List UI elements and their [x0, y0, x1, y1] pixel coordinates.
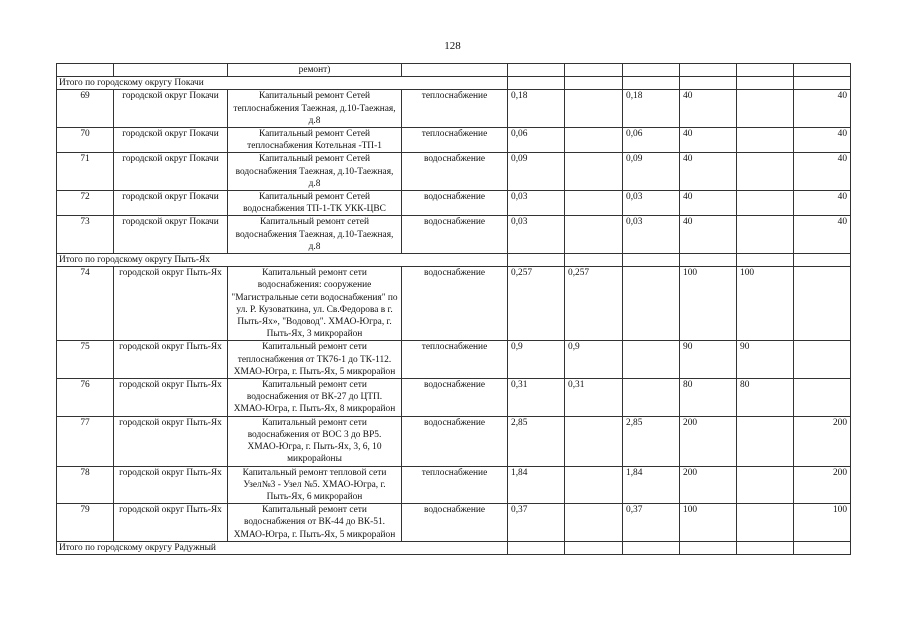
value-cell	[565, 191, 623, 216]
value-cell: 2,85	[508, 416, 565, 466]
value-cell: 0,06	[623, 128, 680, 153]
description-cell: Капитальный ремонт сети водоснабжения от ВК-44 до ВК-51. ХМАО-Югра, г. Пыть-Ях, 5 микрорайон	[228, 504, 402, 542]
value-cell: 0,03	[508, 191, 565, 216]
value-cell: 0,09	[623, 153, 680, 191]
subtotal-row	[57, 254, 851, 267]
value-cell: 200	[794, 466, 851, 504]
municipality-cell: городской округ Покачи	[114, 216, 228, 254]
subtotal-value-cell	[508, 541, 565, 554]
row-number: 76	[57, 379, 114, 417]
description-cell: Капитальный ремонт Сетей теплоснабжения Таежная, д.10-Таежная, д.8	[228, 90, 402, 128]
subtotal-label: Итого по городскому округу Радужный	[57, 541, 508, 554]
value-cell	[737, 128, 794, 153]
row-number: 70	[57, 128, 114, 153]
value-cell	[565, 504, 623, 542]
table-row	[57, 504, 851, 542]
municipality-cell: городской округ Покачи	[114, 90, 228, 128]
description-cell: Капитальный ремонт тепловой сети Узел№3 - Узел №5. ХМАО-Югра, г. Пыть-Ях, 6 микрорайон	[228, 466, 402, 504]
value-cell	[737, 153, 794, 191]
value-cell: 200	[794, 416, 851, 466]
municipality-cell: городской округ Пыть-Ях	[114, 416, 228, 466]
subtotal-row	[57, 541, 851, 554]
value-cell: 200	[680, 416, 737, 466]
value-cell: 0,9	[565, 341, 623, 379]
subtotal-value-cell	[794, 254, 851, 267]
table-row	[57, 153, 851, 191]
page-number: 128	[444, 40, 461, 52]
value-cell: 0,257	[565, 267, 623, 341]
value-cell: 0,37	[623, 504, 680, 542]
row-number: 74	[57, 267, 114, 341]
table-row	[57, 466, 851, 504]
value-cell: 0,06	[508, 128, 565, 153]
subtotal-value-cell	[737, 541, 794, 554]
subtotal-value-cell	[794, 77, 851, 90]
supply-type-cell: водоснабжение	[402, 267, 508, 341]
table-row	[57, 341, 851, 379]
value-cell: 2,85	[623, 416, 680, 466]
supply-type-cell: теплоснабжение	[402, 466, 508, 504]
value-cell	[794, 379, 851, 417]
value-cell: 0,18	[623, 90, 680, 128]
value-cell: 0,257	[508, 267, 565, 341]
value-cell: 0,03	[508, 216, 565, 254]
value-cell: 100	[680, 267, 737, 341]
subtotal-row	[57, 77, 851, 90]
description-cell: Капитальный ремонт Сетей водоснабжения Таежная, д.10-Таежная, д.8	[228, 153, 402, 191]
subtotal-value-cell	[737, 254, 794, 267]
subtotal-value-cell	[623, 254, 680, 267]
subtotal-value-cell	[508, 254, 565, 267]
value-cell	[737, 504, 794, 542]
subtotal-value-cell	[508, 77, 565, 90]
row-number: 79	[57, 504, 114, 542]
subtotal-value-cell	[565, 77, 623, 90]
value-cell: 40	[794, 191, 851, 216]
value-cell: 0,03	[623, 216, 680, 254]
value-cell	[565, 90, 623, 128]
municipality-cell: городской округ Покачи	[114, 191, 228, 216]
value-cell: 90	[737, 341, 794, 379]
municipality-cell: городской округ Покачи	[114, 153, 228, 191]
municipality-cell: городской округ Пыть-Ях	[114, 267, 228, 341]
value-cell	[737, 466, 794, 504]
value-cell	[737, 216, 794, 254]
value-cell	[794, 267, 851, 341]
value-cell: 0,31	[565, 379, 623, 417]
value-cell: 0,31	[508, 379, 565, 417]
value-cell	[565, 416, 623, 466]
subtotal-value-cell	[737, 77, 794, 90]
capital-repair-table	[56, 63, 851, 555]
subtotal-value-cell	[680, 541, 737, 554]
value-cell: 100	[737, 267, 794, 341]
table-row	[57, 90, 851, 128]
municipality-cell: городской округ Пыть-Ях	[114, 379, 228, 417]
value-cell: 0,18	[508, 90, 565, 128]
supply-type-cell: водоснабжение	[402, 504, 508, 542]
description-cell: Капитальный ремонт Сетей теплоснабжения Котельная -ТП-1	[228, 128, 402, 153]
value-cell	[623, 379, 680, 417]
description-cell: Капитальный ремонт сетей водоснабжения Таежная, д.10-Таежная, д.8	[228, 216, 402, 254]
subtotal-value-cell	[680, 254, 737, 267]
value-cell: 200	[680, 466, 737, 504]
value-cell: 80	[680, 379, 737, 417]
row-number: 72	[57, 191, 114, 216]
value-cell: 40	[794, 90, 851, 128]
municipality-cell: городской округ Покачи	[114, 128, 228, 153]
subtotal-label: Итого по городскому округу Пыть-Ях	[57, 254, 508, 267]
municipality-cell: городской округ Пыть-Ях	[114, 504, 228, 542]
value-cell: 100	[794, 504, 851, 542]
municipality-cell: городской округ Пыть-Ях	[114, 341, 228, 379]
value-cell: 80	[737, 379, 794, 417]
value-cell: 40	[680, 216, 737, 254]
table-body	[57, 64, 851, 555]
value-cell	[737, 191, 794, 216]
value-cell	[565, 153, 623, 191]
supply-type-cell: водоснабжение	[402, 153, 508, 191]
table-row	[57, 191, 851, 216]
supply-type-cell: водоснабжение	[402, 379, 508, 417]
row-number: 75	[57, 341, 114, 379]
subtotal-value-cell	[623, 77, 680, 90]
subtotal-label: Итого по городскому округу Покачи	[57, 77, 508, 90]
supply-type-cell: водоснабжение	[402, 191, 508, 216]
value-cell: 40	[680, 191, 737, 216]
description-cell: Капитальный ремонт Сетей водоснабжения ТП-1-ТК УКК-ЦВС	[228, 191, 402, 216]
value-cell: 0,37	[508, 504, 565, 542]
value-cell: 40	[680, 90, 737, 128]
subtotal-value-cell	[623, 541, 680, 554]
table-row	[57, 379, 851, 417]
row-number: 77	[57, 416, 114, 466]
supply-type-cell: теплоснабжение	[402, 341, 508, 379]
value-cell	[623, 341, 680, 379]
table-row	[57, 416, 851, 466]
description-cell: Капитальный ремонт сети водоснабжения от ВОС 3 до ВР5. ХМАО-Югра, г. Пыть-Ях, 3, 6, 10 микрорайоны	[228, 416, 402, 466]
continued-description: ремонт)	[228, 64, 402, 77]
value-cell: 40	[794, 128, 851, 153]
value-cell: 100	[680, 504, 737, 542]
value-cell	[623, 267, 680, 341]
supply-type-cell: водоснабжение	[402, 416, 508, 466]
value-cell: 0,9	[508, 341, 565, 379]
value-cell: 90	[680, 341, 737, 379]
description-cell: Капитальный ремонт сети теплоснабжения от ТК76-1 до ТК-112. ХМАО-Югра, г. Пыть-Ях, 5 микрорайон	[228, 341, 402, 379]
value-cell: 40	[794, 153, 851, 191]
table-row	[57, 128, 851, 153]
subtotal-value-cell	[680, 77, 737, 90]
value-cell	[737, 416, 794, 466]
value-cell	[565, 128, 623, 153]
value-cell: 1,84	[508, 466, 565, 504]
value-cell: 0,03	[623, 191, 680, 216]
subtotal-value-cell	[794, 541, 851, 554]
row-number: 73	[57, 216, 114, 254]
subtotal-value-cell	[565, 254, 623, 267]
description-cell: Капитальный ремонт сети водоснабжения от ВК-27 до ЦТП. ХМАО-Югра, г. Пыть-Ях, 8 микрорайон	[228, 379, 402, 417]
value-cell	[794, 341, 851, 379]
value-cell	[565, 466, 623, 504]
value-cell	[737, 90, 794, 128]
municipality-cell: городской округ Пыть-Ях	[114, 466, 228, 504]
subtotal-value-cell	[565, 541, 623, 554]
row-number: 71	[57, 153, 114, 191]
table-row	[57, 216, 851, 254]
value-cell: 1,84	[623, 466, 680, 504]
supply-type-cell: теплоснабжение	[402, 128, 508, 153]
supply-type-cell: теплоснабжение	[402, 90, 508, 128]
description-cell: Капитальный ремонт сети водоснабжения: сооружение "Магистральные сети водоснабжения" по ул. Р. Кузоваткина, ул. Св.Федорова в г. Пыть-Ях», "Водовод". ХМАО-Югра, г. Пыть-Ях, 3 микрорайон	[228, 267, 402, 341]
value-cell: 40	[794, 216, 851, 254]
value-cell	[565, 216, 623, 254]
value-cell: 0,09	[508, 153, 565, 191]
continued-row	[57, 64, 851, 77]
value-cell: 40	[680, 153, 737, 191]
row-number: 69	[57, 90, 114, 128]
supply-type-cell: водоснабжение	[402, 216, 508, 254]
row-number: 78	[57, 466, 114, 504]
value-cell: 40	[680, 128, 737, 153]
table-row	[57, 267, 851, 341]
